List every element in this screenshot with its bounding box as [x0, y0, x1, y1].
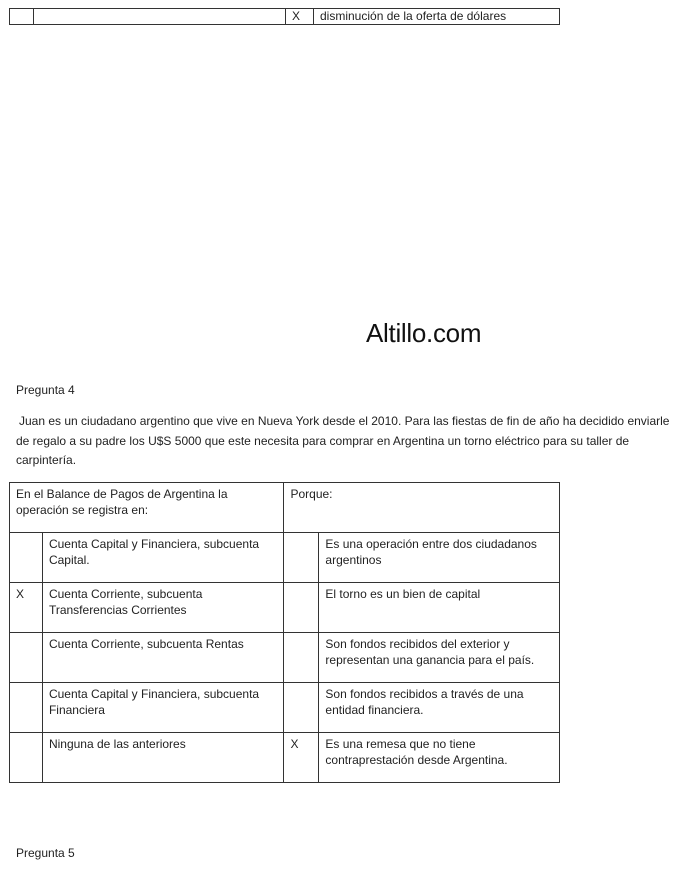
- question-4-text: Juan es un ciudadano argentino que vive en Nueva York desde el 2010. Para las fiestas de fin de año ha decidido enviarle de regalo a su padre los U$S 5000 que este necesita para comprar en Argentina un torno eléctrico para su taller de carpintería.: [16, 414, 670, 467]
- question-5-title: Pregunta 5: [16, 846, 75, 860]
- mark-cell: [10, 733, 43, 783]
- mark-cell: [10, 533, 43, 583]
- question-4-title: Pregunta 4: [16, 383, 75, 397]
- table-header-row: [10, 483, 560, 533]
- header-left: En el Balance de Pagos de Argentina la operación se registra en:: [10, 483, 284, 533]
- option-cell: Cuenta Capital y Financiera, subcuenta Financiera: [42, 683, 284, 733]
- mark-cell: X: [286, 9, 314, 25]
- header-right: Porque:: [284, 483, 560, 533]
- table-row: [10, 733, 560, 783]
- table-row: [10, 9, 560, 25]
- table-row: [10, 633, 560, 683]
- option-cell: Cuenta Capital y Financiera, subcuenta Capital.: [42, 533, 284, 583]
- reason-cell: Son fondos recibidos del exterior y representan una ganancia para el país.: [319, 633, 560, 683]
- mark-cell: X: [10, 583, 43, 633]
- option-cell: Cuenta Corriente, subcuenta Rentas: [42, 633, 284, 683]
- mark-cell: [10, 683, 43, 733]
- reason-cell: disminución de la oferta de dólares: [314, 9, 560, 25]
- mark-cell: [284, 583, 319, 633]
- reason-cell: Es una operación entre dos ciudadanos argentinos: [319, 533, 560, 583]
- mark-cell: [284, 633, 319, 683]
- previous-answer-table: [9, 8, 560, 25]
- mark-cell: [10, 633, 43, 683]
- mark-cell: [10, 9, 34, 25]
- option-cell: [34, 9, 286, 25]
- reason-cell: El torno es un bien de capital: [319, 583, 560, 633]
- table-row: [10, 683, 560, 733]
- reason-cell: Es una remesa que no tiene contraprestación desde Argentina.: [319, 733, 560, 783]
- option-cell: Cuenta Corriente, subcuenta Transferencias Corrientes: [42, 583, 284, 633]
- table-row: [10, 583, 560, 633]
- question-4-table: [9, 482, 560, 783]
- reason-cell: Son fondos recibidos a través de una entidad financiera.: [319, 683, 560, 733]
- mark-cell: [284, 533, 319, 583]
- option-cell: Ninguna de las anteriores: [42, 733, 284, 783]
- mark-cell: [284, 683, 319, 733]
- mark-cell: X: [284, 733, 319, 783]
- table-row: [10, 533, 560, 583]
- watermark: Altillo.com: [366, 318, 482, 348]
